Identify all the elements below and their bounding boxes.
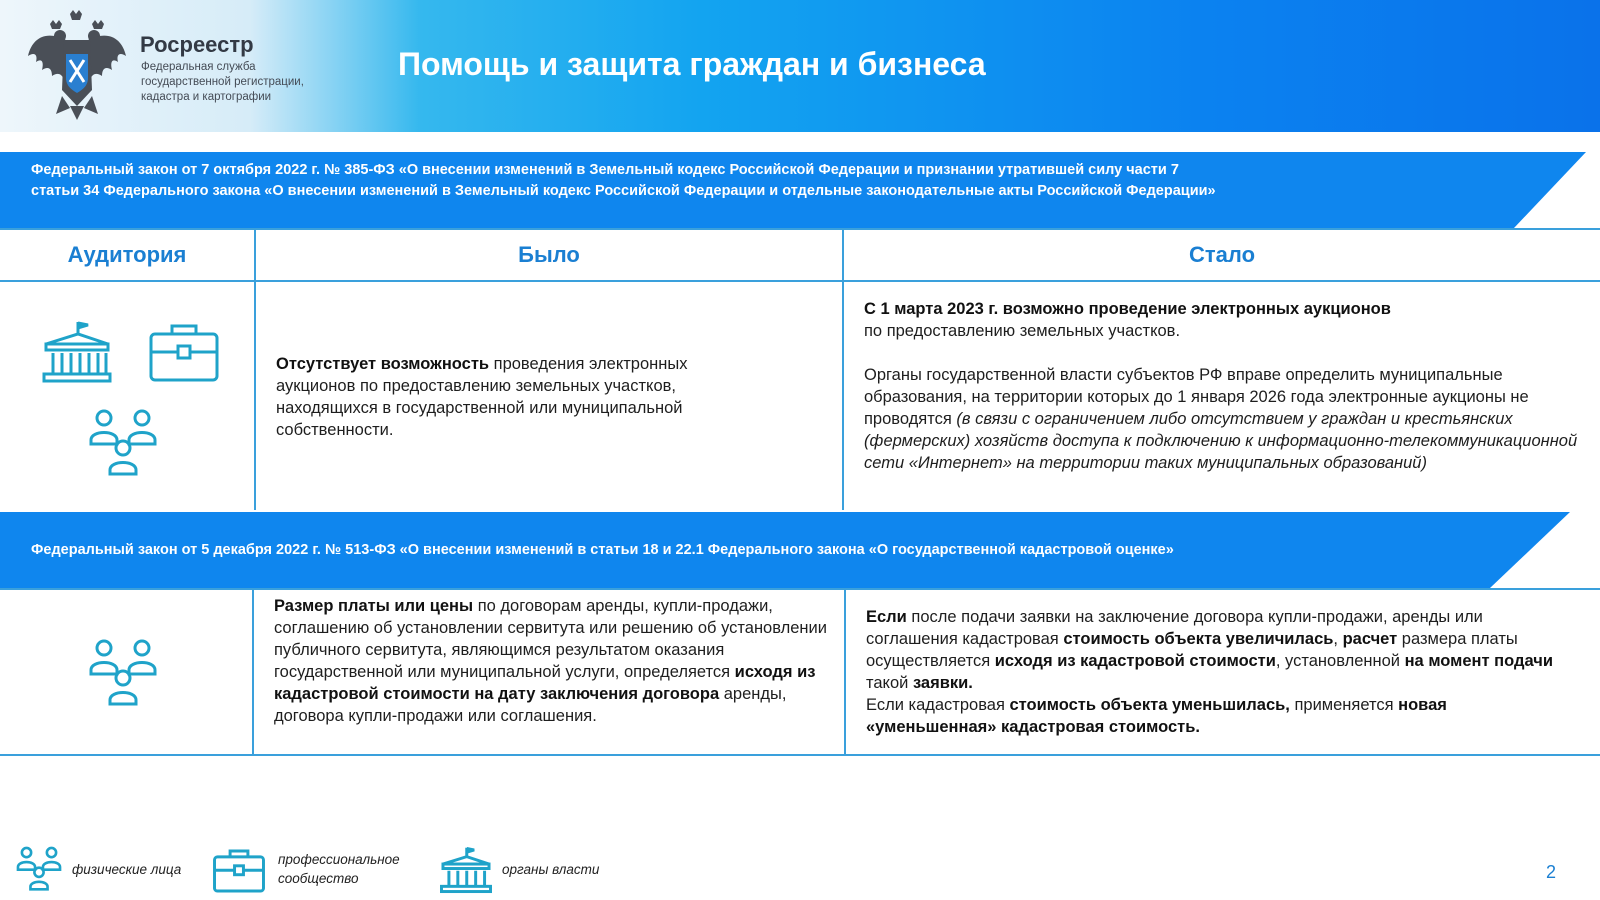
row2-was-part4: аренды, договора купли-продажи или соглашения. [274,685,787,725]
table1-divider-1 [254,228,256,510]
government-building-icon [42,320,112,384]
row2-became-part13: стоимость объекта уменьшилась, [1009,696,1290,714]
row2-became-part8: , установленной [1275,652,1405,670]
row2-became-part5: расчет [1342,630,1398,648]
row1-was-rest: проведения электронных аукционов по предоставлению земельных участков, находящихся в государственной или муниципальной собственности. [276,355,688,439]
row2-became-part6: размера платы осуществляется [866,630,1518,670]
column-header-became: Стало [1188,242,1256,267]
column-header-was: Было [518,242,580,267]
row1-became-p1-rest: по предоставлению земельных участков. [864,322,1181,340]
row2-became-part10: такой [866,674,913,692]
individuals-legend-icon [16,846,62,892]
law-513-text: Федеральный закон от 5 декабря 2022 г. № 513-ФЗ «О внесении изменений в статьи 18 и 22.1 Федерального закона «О государственной кадастровой оценке» [31,542,1174,558]
table1-divider-2 [842,228,844,510]
row2-became-part4: , [1333,630,1343,648]
row2-was-part1: Размер платы или цены [274,597,474,615]
people-group-icon [88,638,158,708]
row1-was-bold: Отсутствует возможность [276,355,490,373]
row2-was-text [274,595,834,727]
legend-professional-line1: профессиональное [278,852,400,867]
row2-became-part14: применяется [1289,696,1399,714]
row2-was-part2: по договорам аренды, купли-продажи, соглашению об установлении сервитута или решению об установлении публичного сервитута, являющимся результатом оказания государственной или муниципальной услуги, определяется [274,597,827,681]
table1-top-border [0,228,1600,230]
legend-professional-line2: сообщество [278,871,359,886]
row2-became-part15: новая «уменьшенная» кадастровая стоимость. [866,696,1447,736]
row2-became-part3: стоимость объекта увеличилась [1063,630,1334,648]
row2-became-part9: на момент подачи [1404,652,1553,670]
brand-subtitle: Федеральная служба государственной регистрации, кадастра и картографии [141,61,304,103]
authorities-legend-icon [440,846,492,894]
page-number: 2 [1546,862,1557,882]
table2-divider-2 [844,588,846,756]
legend-authorities-label: органы власти [502,862,600,877]
table2-bottom-border [0,754,1600,756]
table2-top-border [0,588,1600,590]
professional-community-legend-icon [212,848,266,894]
row1-became-paragraph-2 [864,364,1586,474]
law-385-text: Федеральный закон от 7 октября 2022 г. № 385-ФЗ «О внесении изменений в Земельный кодекс Российской Федерации и признании утратившей силу части 7 статьи 34 Федерального закона «О внесении изменений в Земельный кодекс Российской Федерации и отдельные законодательные акты Российской Федерации» [31,162,1216,199]
table1-header-border [0,280,1600,282]
row1-became-text [864,298,1586,474]
column-header-audience: Аудитория [67,242,187,267]
brand-name: Росреестр [140,32,254,57]
row2-became-part12: Если кадастровая [866,696,1010,714]
row1-was-text [276,353,756,441]
legend-professional-label [278,850,400,888]
page-title: Помощь и защита граждан и бизнеса [398,46,986,82]
row1-became-p2-plain: Органы государственной власти субъектов РФ вправе определить муниципальные образования, на территории которых до 1 января 2026 года электронные аукционы не проводятся [864,366,1529,428]
header-banner [0,0,1600,132]
law-banner-385 [0,152,1600,228]
row2-was-part3: исходя из кадастровой стоимости на дату заключения договора [274,663,816,703]
row2-became-part1: Если [866,608,907,626]
rosreestr-emblem-icon [26,10,128,120]
row1-became-p2-italic: (в связи с ограничением либо отсутствием у граждан и крестьянских (фермерских) хозяйств доступа к подключению к информационно-телекоммуникационной сети «Интернет» на территории таких муниципальных образований) [864,410,1578,472]
briefcase-icon [148,322,220,384]
row2-became-part7: исходя из кадастровой стоимости [994,652,1276,670]
row1-became-p1-bold: С 1 марта 2023 г. возможно проведение электронных аукционов [864,300,1391,318]
row2-became-part11: заявки. [912,674,973,692]
row2-became-part2: после подачи заявки на заключение договора купли-продажи, аренды или соглашения кадастровая [866,608,1483,648]
row1-became-paragraph-1 [864,298,1586,342]
law-banner-513 [0,512,1600,588]
legend-individuals-label: физические лица [72,862,182,877]
row2-became-text [866,606,1566,738]
people-group-icon [88,408,158,478]
table2-divider-1 [252,588,254,756]
